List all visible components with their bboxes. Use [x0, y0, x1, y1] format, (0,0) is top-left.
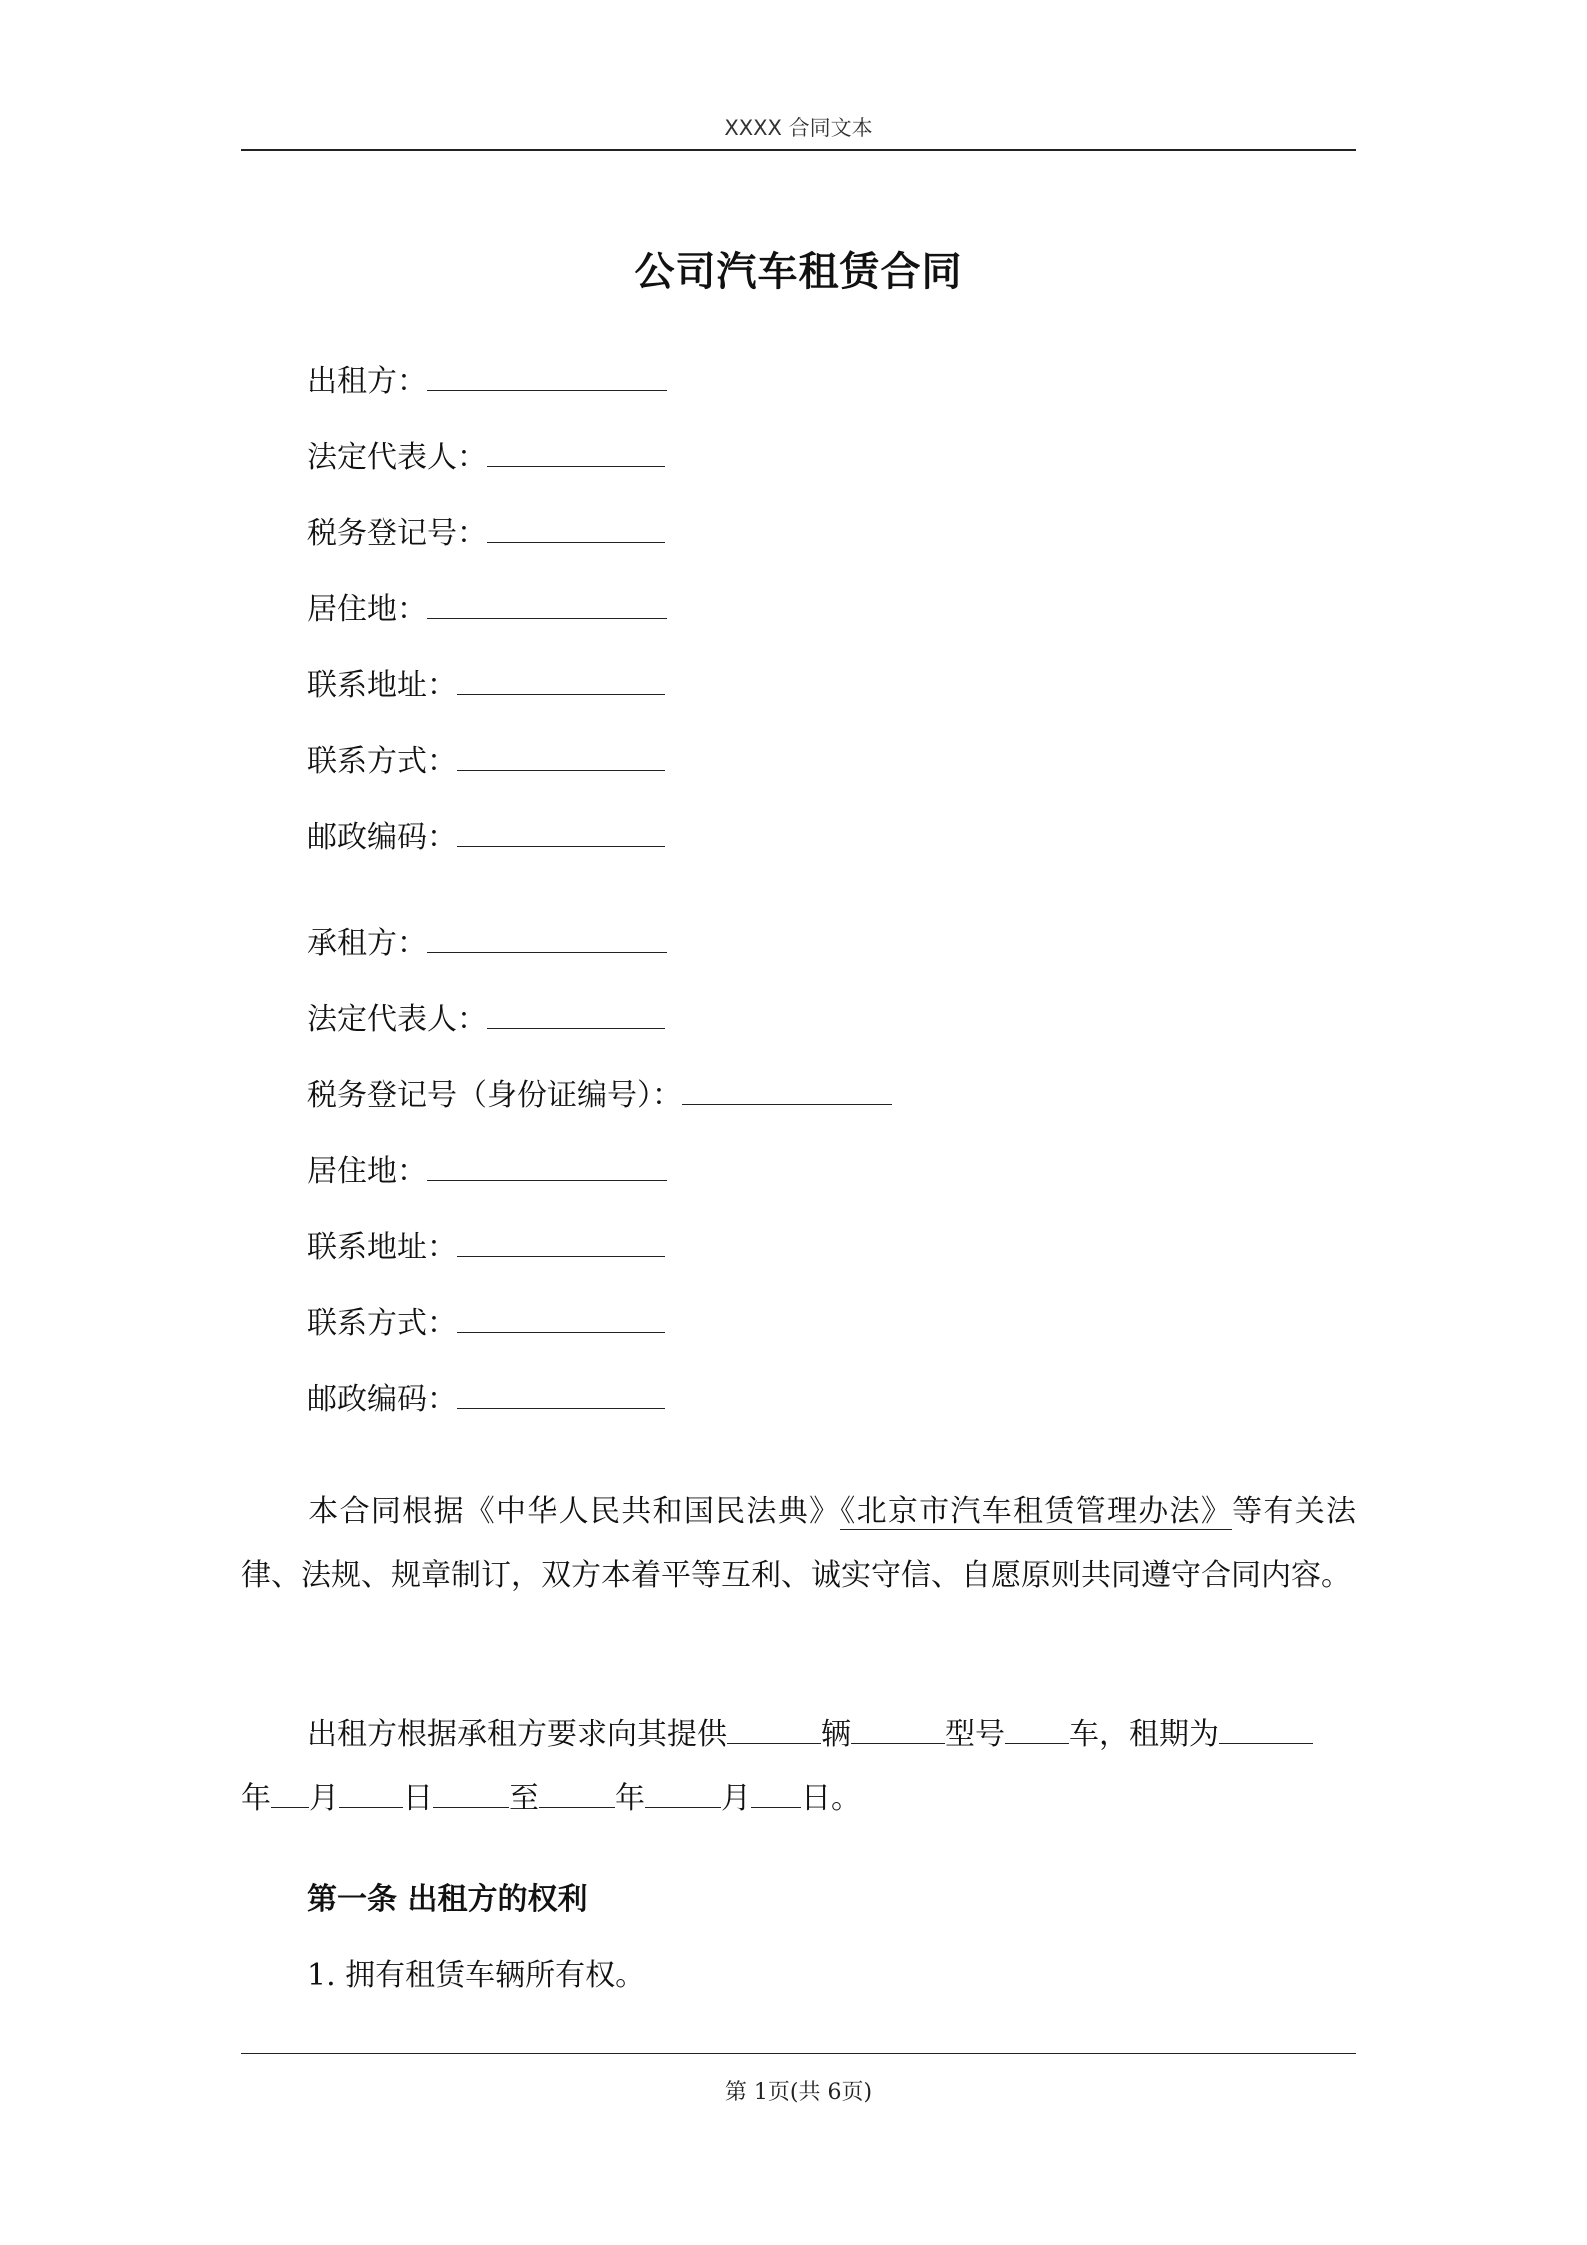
page-header: XXXX 合同文本: [724, 116, 873, 140]
field-label: 出租方：: [307, 364, 427, 399]
blank-day: [339, 1779, 403, 1808]
provision-text: 型号: [945, 1717, 1005, 1752]
provision-text: 年: [241, 1781, 271, 1816]
provision-text: 月: [721, 1781, 751, 1816]
field-label: 居住地：: [307, 592, 427, 627]
lessee-postcode-field: [307, 1378, 665, 1420]
lessee-party-field: [307, 922, 667, 964]
blank-line: [487, 512, 665, 543]
blank-line: [487, 436, 665, 467]
header-divider: [241, 149, 1356, 151]
field-label: 法定代表人：: [307, 1002, 487, 1037]
blank-line: [457, 1302, 665, 1333]
preamble-paragraph: [241, 1480, 1356, 1608]
blank-line: [427, 360, 667, 391]
field-label: 税务登记号（身份证编号）：: [307, 1078, 682, 1113]
blank-line: [457, 664, 665, 695]
blank-line: [457, 816, 665, 847]
lessor-address-field: [307, 664, 665, 706]
lessor-party-field: [307, 360, 667, 402]
blank-line: [457, 1226, 665, 1257]
preamble-text-1: 本合同根据《中华人民共和国民法典》: [307, 1494, 841, 1529]
blank-line: [487, 998, 665, 1029]
lessor-residence-field: [307, 588, 667, 630]
blank-month: [271, 1779, 309, 1808]
field-label: 邮政编码：: [307, 820, 457, 855]
field-label: 承租方：: [307, 926, 427, 961]
preamble-text-2: 等有关法律、法规、规章制订，双方本着平等互利、诚实守信、自愿原则共同遵守合同内容。: [241, 1494, 1357, 1593]
blank-line: [682, 1074, 892, 1105]
lessee-tax-no-field: [307, 1074, 892, 1116]
provision-text: 辆: [821, 1717, 851, 1752]
field-label: 联系地址：: [307, 668, 457, 703]
blank-line: [457, 1378, 665, 1409]
lessor-tax-no-field: [307, 512, 665, 554]
field-label: 联系方式：: [307, 744, 457, 779]
field-label: 居住地：: [307, 1154, 427, 1189]
blank-end-year: [539, 1779, 615, 1808]
provision-text: 出租方根据承租方要求向其提供: [307, 1717, 727, 1752]
provision-text: 车，租期为: [1069, 1717, 1219, 1752]
article-1-heading: 第一条 出租方的权利: [307, 1882, 588, 1917]
provision-text: 日。: [801, 1781, 861, 1816]
field-label: 邮政编码：: [307, 1382, 457, 1417]
regulation-link: 《北京市汽车租赁管理办法》: [840, 1494, 1233, 1529]
blank-end-day: [751, 1779, 801, 1808]
lessor-postcode-field: [307, 816, 665, 858]
field-label: 联系地址：: [307, 1230, 457, 1265]
blank-car: [1005, 1715, 1069, 1744]
lessee-address-field: [307, 1226, 665, 1268]
blank-end-month: [645, 1779, 721, 1808]
blank-model: [851, 1715, 945, 1744]
provision-text: 年: [615, 1781, 645, 1816]
provision-text: 至: [509, 1781, 539, 1816]
provision-text: 日: [403, 1781, 433, 1816]
article-1-clause-1: 1. 拥有租赁车辆所有权。: [307, 1958, 646, 1993]
document-title: 公司汽车租赁合同: [634, 248, 963, 295]
field-label: 税务登记号：: [307, 516, 487, 551]
blank-line: [457, 740, 665, 771]
provision-paragraph: [241, 1703, 1356, 1831]
blank-line: [427, 588, 667, 619]
field-label: 联系方式：: [307, 1306, 457, 1341]
provision-text: 月: [309, 1781, 339, 1816]
page-number: 第 1页(共 6页): [724, 2080, 873, 2105]
blank-year: [1219, 1715, 1313, 1744]
lessee-residence-field: [307, 1150, 667, 1192]
blank-vehicle-count: [727, 1715, 821, 1744]
lessee-legal-rep-field: [307, 998, 665, 1040]
blank-line: [427, 922, 667, 953]
lessee-contact-field: [307, 1302, 665, 1344]
blank-line: [427, 1150, 667, 1181]
lessor-legal-rep-field: [307, 436, 665, 478]
lessor-contact-field: [307, 740, 665, 782]
blank-start: [433, 1779, 509, 1808]
field-label: 法定代表人：: [307, 440, 487, 475]
footer-divider: [241, 2053, 1356, 2054]
